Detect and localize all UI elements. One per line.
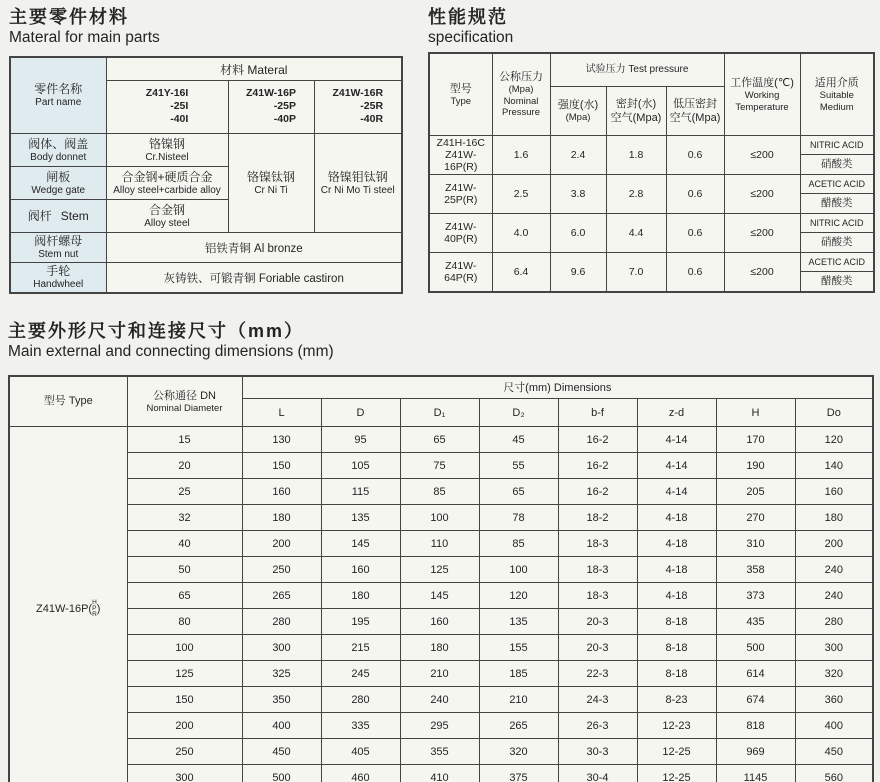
dim-cell: 280 xyxy=(242,609,321,635)
material-cell: 铝铁青铜 Al bronze xyxy=(106,233,402,263)
spec-title-zh: 性能规范 xyxy=(428,7,508,27)
dim-cell: 18-2 xyxy=(558,505,637,531)
dn-cell: 50 xyxy=(127,557,242,583)
spec-row xyxy=(429,253,874,293)
materials-title-zh: 主要零件材料 xyxy=(9,7,129,27)
dn-cell: 150 xyxy=(127,687,242,713)
spec-st-cell: 3.8 xyxy=(550,175,606,214)
test-pressure-header-cell: 试验压力 Test pressure xyxy=(550,53,724,87)
dn-cell: 300 xyxy=(127,765,242,782)
variant-letter: R xyxy=(92,610,97,618)
dim-cell: 200 xyxy=(795,531,873,557)
se-header-zh: 密封(水) xyxy=(615,98,657,110)
materials-row-handwheel xyxy=(10,263,402,294)
material-cell xyxy=(106,167,228,200)
dim-cell: 300 xyxy=(795,635,873,661)
dim-cell: 320 xyxy=(795,661,873,687)
dim-cell: 300 xyxy=(242,635,321,661)
spec-type-line: Z41W-16P(R) xyxy=(444,149,478,173)
spec-lo-cell: 0.6 xyxy=(666,175,724,214)
dim-cell: 135 xyxy=(321,505,400,531)
dim-cell: 105 xyxy=(321,453,400,479)
medium-en: ACETIC ACID xyxy=(801,175,874,194)
medium-zh: 醋酸类 xyxy=(821,275,853,287)
materials-section xyxy=(9,6,401,294)
spec-st-cell: 9.6 xyxy=(550,253,606,293)
dim-cell: 435 xyxy=(716,609,795,635)
dims-title-zh: 主要外形尺寸和连接尺寸（mm） xyxy=(8,321,305,341)
dim-cell: 265 xyxy=(242,583,321,609)
part-label-cell xyxy=(10,167,106,200)
spec-lo-cell: 0.6 xyxy=(666,253,724,293)
dim-cell: 100 xyxy=(479,557,558,583)
dim-cell: 135 xyxy=(479,609,558,635)
spec-medium-cell xyxy=(800,175,874,214)
working-temp-header-cell xyxy=(724,53,800,136)
part-label-en: Stem nut xyxy=(38,249,79,260)
suitable-medium-header-cell xyxy=(800,53,874,136)
model-list xyxy=(246,87,296,126)
spec-se-cell: 1.8 xyxy=(606,136,666,175)
dim-row xyxy=(9,583,873,609)
dim-cell: 500 xyxy=(716,635,795,661)
material-zh: 合金钢+硬质合金 xyxy=(121,169,213,184)
type-header-zh: 型号 xyxy=(449,82,472,95)
dim-cell: 325 xyxy=(242,661,321,687)
dim-row xyxy=(9,557,873,583)
dim-cell: 12-25 xyxy=(637,765,716,782)
np-header-zh: 公称压力 xyxy=(499,71,543,84)
dim-cell: 120 xyxy=(795,427,873,453)
dim-cell: 8-18 xyxy=(637,635,716,661)
model-list xyxy=(332,87,383,126)
dim-cell: 210 xyxy=(479,687,558,713)
col-header-D2: D₂ xyxy=(479,399,558,427)
type-header-en: Type xyxy=(450,95,472,107)
dim-cell: 24-3 xyxy=(558,687,637,713)
dim-cell: 160 xyxy=(795,479,873,505)
type-prefix: Z41W-16P( xyxy=(36,602,93,615)
model-line: -40I xyxy=(170,113,189,125)
spec-medium-cell xyxy=(800,136,874,175)
model-line: Z41W-16P xyxy=(246,87,296,99)
dim-cell: 240 xyxy=(400,687,479,713)
col-header-zd: z-d xyxy=(637,399,716,427)
dim-row xyxy=(9,453,873,479)
materials-header-row-1 xyxy=(10,57,402,81)
dim-row xyxy=(9,635,873,661)
dim-cell: 4-14 xyxy=(637,427,716,453)
material-zh: 铬镍钢 xyxy=(148,136,185,151)
dim-cell: 160 xyxy=(321,557,400,583)
col-header-D1: D₁ xyxy=(400,399,479,427)
dim-cell: 180 xyxy=(400,635,479,661)
dim-cell: 240 xyxy=(795,557,873,583)
lo-header-zh: 低压密封 xyxy=(673,98,718,110)
dim-cell: 16-2 xyxy=(558,479,637,505)
dim-row xyxy=(9,739,873,765)
spec-row xyxy=(429,214,874,253)
dim-cell: 18-3 xyxy=(558,531,637,557)
medium-zh: 硝酸类 xyxy=(821,236,853,248)
model-list xyxy=(146,87,189,126)
part-label-cell xyxy=(10,134,106,167)
spec-np-cell: 4.0 xyxy=(492,214,550,253)
spec-se-cell: 2.8 xyxy=(606,175,666,214)
material-cell xyxy=(106,134,228,167)
spec-type-line: Z41W-40P(R) xyxy=(444,221,478,245)
spec-wt-cell: ≤200 xyxy=(724,214,800,253)
spec-lo-cell: 0.6 xyxy=(666,214,724,253)
col-header-D: D xyxy=(321,399,400,427)
dim-cell: 145 xyxy=(321,531,400,557)
dim-cell: 30-4 xyxy=(558,765,637,782)
dim-cell: 75 xyxy=(400,453,479,479)
dim-cell: 16-2 xyxy=(558,427,637,453)
dim-cell: 818 xyxy=(716,713,795,739)
dim-cell: 560 xyxy=(795,765,873,782)
dim-cell: 22-3 xyxy=(558,661,637,687)
dim-cell: 140 xyxy=(795,453,873,479)
part-name-header-zh: 零件名称 xyxy=(34,82,83,96)
dim-cell: 358 xyxy=(716,557,795,583)
dim-cell: 270 xyxy=(716,505,795,531)
dim-cell: 320 xyxy=(479,739,558,765)
material-en: Cr Ni Mo Ti steel xyxy=(320,184,395,196)
dims-title-en: Main external and connecting dimensions (mm) xyxy=(8,343,334,360)
dim-cell: 210 xyxy=(400,661,479,687)
dim-cell: 280 xyxy=(795,609,873,635)
dim-cell: 12-23 xyxy=(637,713,716,739)
dn-cell: 80 xyxy=(127,609,242,635)
spec-st-cell: 2.4 xyxy=(550,136,606,175)
spec-section xyxy=(428,6,873,293)
dim-cell: 115 xyxy=(321,479,400,505)
type-suffix: ) xyxy=(96,602,101,615)
st-header-zh: 强度(水) xyxy=(557,99,599,112)
part-label-cell xyxy=(10,200,106,233)
part-name-header-en: Part name xyxy=(35,97,82,108)
dim-cell: 195 xyxy=(321,609,400,635)
dim-cell: 160 xyxy=(400,609,479,635)
spec-header-row-1 xyxy=(429,53,874,87)
spec-medium-cell xyxy=(800,214,874,253)
dim-cell: 355 xyxy=(400,739,479,765)
se-header-unit: 空气(Mpa) xyxy=(610,112,662,124)
dimensions-section xyxy=(8,320,872,782)
dim-cell: 100 xyxy=(400,505,479,531)
dim-cell: 170 xyxy=(716,427,795,453)
wt-header-en1: Working xyxy=(744,90,780,101)
dim-cell: 78 xyxy=(479,505,558,531)
dn-cell: 20 xyxy=(127,453,242,479)
dim-cell: 245 xyxy=(321,661,400,687)
spec-st-cell: 6.0 xyxy=(550,214,606,253)
materials-row-body-bonnet xyxy=(10,134,402,167)
materials-title-en: Materal for main parts xyxy=(9,29,160,46)
material-en: Cr Ni Ti xyxy=(254,184,288,196)
dim-cell: 400 xyxy=(242,713,321,739)
dim-cell: 16-2 xyxy=(558,453,637,479)
dim-cell: 155 xyxy=(479,635,558,661)
part-label-zh: 闸板 xyxy=(46,169,71,184)
dim-cell: 674 xyxy=(716,687,795,713)
medium-en: ACETIC ACID xyxy=(801,253,874,272)
dims-type-header-cell: 型号 Type xyxy=(9,376,127,427)
dim-cell: 614 xyxy=(716,661,795,687)
dim-cell: 145 xyxy=(400,583,479,609)
dimensions-table xyxy=(8,375,874,782)
dim-cell: 180 xyxy=(242,505,321,531)
spec-type-cell xyxy=(429,136,492,175)
col-header-L: L xyxy=(242,399,321,427)
col-header-bf: b-f xyxy=(558,399,637,427)
dim-cell: 375 xyxy=(479,765,558,782)
material-zh: 合金钢 xyxy=(148,202,185,217)
dim-cell: 160 xyxy=(242,479,321,505)
dn-cell: 125 xyxy=(127,661,242,687)
model-line: Z41W-16R xyxy=(332,87,384,99)
dim-cell: 4-14 xyxy=(637,479,716,505)
variant-letter: H xyxy=(92,598,97,606)
spec-row xyxy=(429,136,874,175)
material-en: Alloy steel+carbide alloy xyxy=(113,184,221,196)
dim-cell: 18-3 xyxy=(558,583,637,609)
dn-cell: 65 xyxy=(127,583,242,609)
part-label-zh: 阀体、阀盖 xyxy=(28,136,89,151)
dim-cell: 65 xyxy=(400,427,479,453)
dim-cell: 4-18 xyxy=(637,557,716,583)
col-header-Do: Do xyxy=(795,399,873,427)
spec-np-cell: 1.6 xyxy=(492,136,550,175)
dn-header-zh: 公称通径 DN xyxy=(153,389,216,402)
model-line: -25P xyxy=(273,100,296,112)
dn-cell: 250 xyxy=(127,739,242,765)
dim-cell: 295 xyxy=(400,713,479,739)
dim-cell: 205 xyxy=(716,479,795,505)
model-header-cell xyxy=(106,81,228,134)
st-header-unit: (Mpa) xyxy=(565,112,591,124)
spec-type-line: Z41W-64P(R) xyxy=(444,260,478,284)
spec-se-cell: 7.0 xyxy=(606,253,666,293)
dim-row xyxy=(9,687,873,713)
sm-header-zh: 适用介质 xyxy=(814,77,859,89)
dn-cell: 100 xyxy=(127,635,242,661)
dims-group-header-cell: 尺寸(mm) Dimensions xyxy=(242,376,873,399)
dim-row xyxy=(9,661,873,687)
col-header-H: H xyxy=(716,399,795,427)
dim-cell: 20-3 xyxy=(558,635,637,661)
dim-cell: 250 xyxy=(242,557,321,583)
dim-cell: 400 xyxy=(795,713,873,739)
material-group-header-cell: 材料 Materal xyxy=(106,57,402,81)
dim-cell: 4-14 xyxy=(637,453,716,479)
dims-dn-header-cell xyxy=(127,376,242,427)
dim-cell: 373 xyxy=(716,583,795,609)
dn-cell: 32 xyxy=(127,505,242,531)
spec-table xyxy=(428,52,875,293)
wt-header-en2: Temperature xyxy=(735,101,789,113)
dim-cell: 85 xyxy=(400,479,479,505)
dim-cell: 265 xyxy=(479,713,558,739)
dims-type-cell xyxy=(9,427,127,782)
dim-row xyxy=(9,713,873,739)
dim-cell: 45 xyxy=(479,427,558,453)
model-line: -25R xyxy=(360,100,384,112)
dim-cell: 12-25 xyxy=(637,739,716,765)
part-label-en: Stem xyxy=(60,209,89,223)
part-name-header-cell xyxy=(10,57,106,134)
dim-cell: 8-18 xyxy=(637,661,716,687)
dn-header-en: Nominal Diameter xyxy=(146,402,223,414)
material-zh: 铬镍钛钢 xyxy=(246,169,295,184)
dim-row xyxy=(9,531,873,557)
part-label-en: Handwheel xyxy=(33,279,84,290)
spec-wt-cell: ≤200 xyxy=(724,136,800,175)
dim-cell: 65 xyxy=(479,479,558,505)
dim-row xyxy=(9,609,873,635)
spec-wt-cell: ≤200 xyxy=(724,175,800,214)
part-label-zh: 手轮 xyxy=(46,264,71,278)
spec-lo-cell: 0.6 xyxy=(666,136,724,175)
material-cell-crnimoti xyxy=(314,134,402,233)
dn-cell: 25 xyxy=(127,479,242,505)
dim-cell: 405 xyxy=(321,739,400,765)
dim-cell: 130 xyxy=(242,427,321,453)
lo-header-unit: 空气(Mpa) xyxy=(669,112,721,124)
dim-cell: 200 xyxy=(242,531,321,557)
part-label-cell xyxy=(10,263,106,294)
model-header-cell xyxy=(228,81,314,134)
part-label-zh: 阀杆 xyxy=(27,209,52,223)
model-line: -40P xyxy=(273,113,296,125)
dim-cell: 1145 xyxy=(716,765,795,782)
dim-cell: 180 xyxy=(321,583,400,609)
medium-en: NITRIC ACID xyxy=(801,136,874,155)
seal-header-cell xyxy=(606,87,666,136)
model-line: Z41Y-16I xyxy=(145,87,189,99)
dim-cell: 450 xyxy=(242,739,321,765)
strength-header-cell xyxy=(550,87,606,136)
dim-cell: 8-18 xyxy=(637,609,716,635)
material-en: Cr.Nisteel xyxy=(145,151,189,163)
dim-row xyxy=(9,427,873,453)
material-cell-crniti xyxy=(228,134,314,233)
sm-header-en2: Medium xyxy=(819,101,854,113)
type-header-cell xyxy=(429,53,492,136)
dim-cell: 185 xyxy=(479,661,558,687)
dim-cell: 95 xyxy=(321,427,400,453)
model-header-cell xyxy=(314,81,402,134)
dn-cell: 40 xyxy=(127,531,242,557)
material-zh: 铬镍钼钛钢 xyxy=(327,169,388,184)
nominal-pressure-header-cell xyxy=(492,53,550,136)
dim-cell: 55 xyxy=(479,453,558,479)
dim-cell: 85 xyxy=(479,531,558,557)
dn-cell: 200 xyxy=(127,713,242,739)
dim-cell: 335 xyxy=(321,713,400,739)
dim-cell: 4-18 xyxy=(637,505,716,531)
dim-cell: 460 xyxy=(321,765,400,782)
dim-cell: 150 xyxy=(242,453,321,479)
materials-table xyxy=(9,56,403,294)
dim-cell: 30-3 xyxy=(558,739,637,765)
dim-row xyxy=(9,505,873,531)
dim-cell: 125 xyxy=(400,557,479,583)
part-label-cell xyxy=(10,233,106,263)
dim-cell: 4-18 xyxy=(637,583,716,609)
dim-row xyxy=(9,765,873,782)
variant-letter: P xyxy=(92,604,97,612)
spec-se-cell: 4.4 xyxy=(606,214,666,253)
dn-cell: 15 xyxy=(127,427,242,453)
dim-cell: 450 xyxy=(795,739,873,765)
model-line: -40R xyxy=(360,113,384,125)
material-cell: 灰铸铁、可锻青铜 Foriable castiron xyxy=(106,263,402,294)
dim-cell: 969 xyxy=(716,739,795,765)
dim-cell: 190 xyxy=(716,453,795,479)
dim-cell: 500 xyxy=(242,765,321,782)
spec-np-cell: 2.5 xyxy=(492,175,550,214)
part-label-zh: 阀杆螺母 xyxy=(34,234,83,248)
dim-cell: 120 xyxy=(479,583,558,609)
material-en: Alloy steel xyxy=(144,217,190,229)
dim-cell: 180 xyxy=(795,505,873,531)
medium-en: NITRIC ACID xyxy=(801,214,874,233)
dim-cell: 360 xyxy=(795,687,873,713)
medium-zh: 醋酸类 xyxy=(821,197,853,209)
dim-cell: 18-3 xyxy=(558,557,637,583)
spec-type-line: Z41H-16C xyxy=(436,137,485,149)
wt-header-zh: 工作温度(℃) xyxy=(730,77,794,89)
dim-cell: 310 xyxy=(716,531,795,557)
materials-row-stem-nut xyxy=(10,233,402,263)
spec-medium-cell xyxy=(800,253,874,293)
dim-cell: 350 xyxy=(242,687,321,713)
np-header-unit: (Mpa) xyxy=(508,84,534,96)
dim-cell: 410 xyxy=(400,765,479,782)
low-seal-header-cell xyxy=(666,87,724,136)
spec-type-cell xyxy=(429,253,492,293)
dim-cell: 26-3 xyxy=(558,713,637,739)
material-cell xyxy=(106,200,228,233)
part-label-en: Body donnet xyxy=(30,151,87,163)
dims-header-row-1 xyxy=(9,376,873,399)
dim-cell: 280 xyxy=(321,687,400,713)
spec-row xyxy=(429,175,874,214)
medium-zh: 硝酸类 xyxy=(821,158,853,170)
dim-row xyxy=(9,479,873,505)
dim-cell: 110 xyxy=(400,531,479,557)
part-label-en: Wedge gate xyxy=(31,184,86,196)
sm-header-en1: Suitable xyxy=(819,90,854,101)
model-line: -25I xyxy=(170,100,189,112)
dim-cell: 8-23 xyxy=(637,687,716,713)
dim-cell: 20-3 xyxy=(558,609,637,635)
spec-type-cell xyxy=(429,175,492,214)
dim-cell: 240 xyxy=(795,583,873,609)
spec-type-line: Z41W-25P(R) xyxy=(444,182,478,206)
dim-cell: 215 xyxy=(321,635,400,661)
spec-np-cell: 6.4 xyxy=(492,253,550,293)
dim-cell: 4-18 xyxy=(637,531,716,557)
np-header-en1: Nominal xyxy=(503,95,539,107)
np-header-en2: Pressure xyxy=(501,107,540,119)
spec-type-cell xyxy=(429,214,492,253)
spec-title-en: specification xyxy=(428,29,514,46)
spec-wt-cell: ≤200 xyxy=(724,253,800,293)
